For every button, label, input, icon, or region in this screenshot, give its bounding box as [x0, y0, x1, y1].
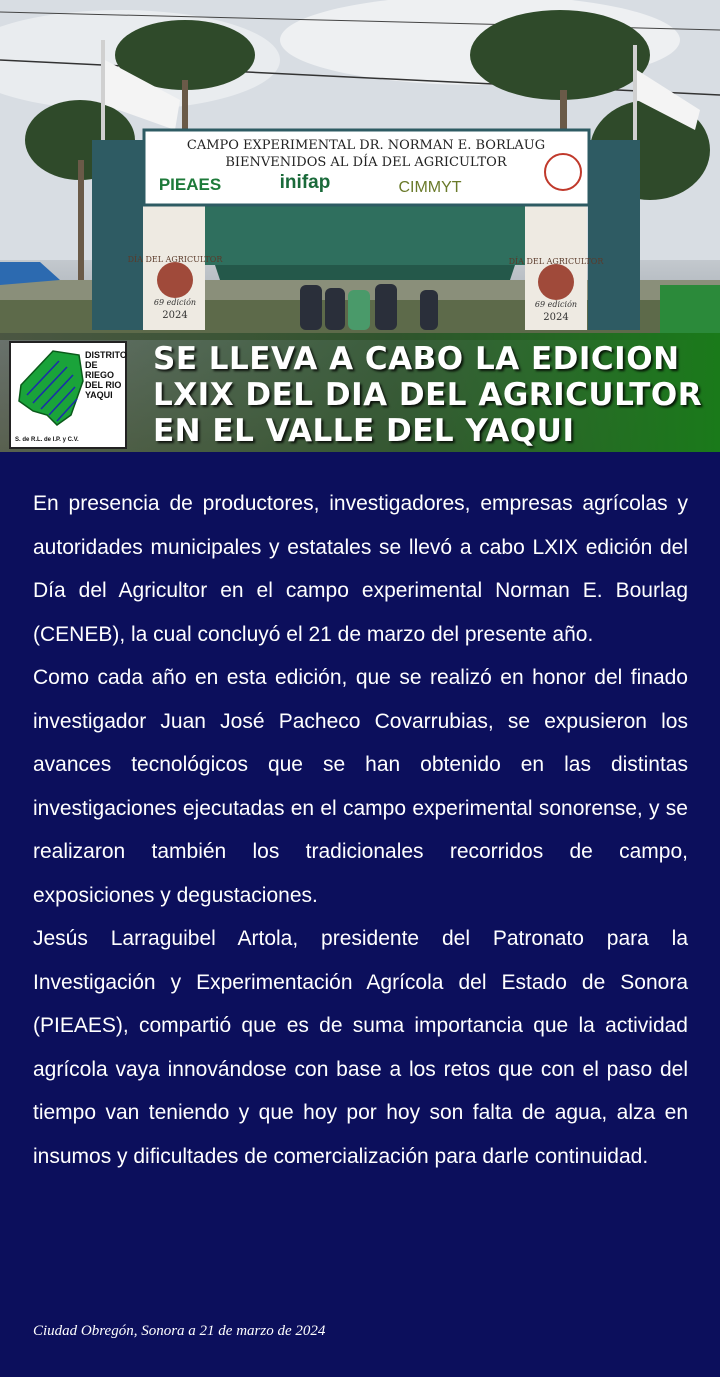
distrito-de-riego-logo: [9, 341, 127, 449]
sponsor-cimmyt-logo: CIMMYT: [398, 179, 462, 196]
article-paragraph-1: En presencia de productores, investigadores, empresas agrícolas y autoridades municipales y estatales se llevó a cabo LXIX edición del Día del Agricultor en el campo experimental Norman E. Bourlag (CENEB), la cual concluyó el 21 de marzo del presente año.: [33, 492, 688, 646]
headline-line-2: LXIX DEL DIA DEL AGRICULTOR: [153, 377, 703, 413]
sponsor-inifap-logo: inifap: [279, 172, 331, 193]
side-banner-right-edition: 69 edición: [534, 300, 578, 309]
article-paragraph-2: Como cada año en esta edición, que se realizó en honor del finado investigador Juan José Pacheco Covarrubias, se expusieron los avances tecnológicos que se han obtenido en las distintas investigaciones ejecutadas en el campo experimental sonorense, y se realizaron también los tradicionales recorridos de campo, exposiciones y degustaciones.: [33, 666, 688, 907]
logo-title: DISTRITO DE RIEGO DEL RIO YAQUI: [85, 350, 127, 400]
side-banner-right-title: DÍA DEL AGRICULTOR: [508, 257, 604, 266]
side-banner-right-year: 2024: [543, 312, 569, 323]
logo-subtitle: S. de R.L. de I.P. y C.V.: [15, 437, 79, 443]
sponsor-pieaes-logo: PIEAES: [158, 175, 222, 194]
headline: [153, 341, 713, 449]
side-banner-left-title: DÍA DEL AGRICULTOR: [127, 255, 223, 264]
side-banner-left-edition: 69 edición: [153, 298, 197, 307]
dateline: Ciudad Obregón, Sonora a 21 de marzo de 2024: [33, 1323, 326, 1339]
yaqui-map-icon: [13, 345, 93, 437]
headline-line-1: SE LLEVA A CABO LA EDICION: [153, 341, 680, 377]
article-paragraph-3: Jesús Larraguibel Artola, presidente del Patronato para la Investigación y Experimentación Agrícola del Estado de Sonora (PIEAES), compartió que es de suma importancia que la actividad agrícola vaya innovándose con base a los retos que con el paso del tiempo van teniendo y que hoy por hoy son falta de agua, alza en insumos y dificultades de comercialización para darle continuidad.: [33, 927, 688, 1168]
arch-text-line2: BIENVENIDOS AL DÍA DEL AGRICULTOR: [225, 155, 507, 170]
arch-text-line1: CAMPO EXPERIMENTAL DR. NORMAN E. BORLAUG: [186, 138, 546, 153]
side-banner-left-year: 2024: [162, 310, 188, 321]
headline-line-3: EN EL VALLE DEL YAQUI: [153, 413, 575, 449]
article-body: [33, 482, 688, 1178]
